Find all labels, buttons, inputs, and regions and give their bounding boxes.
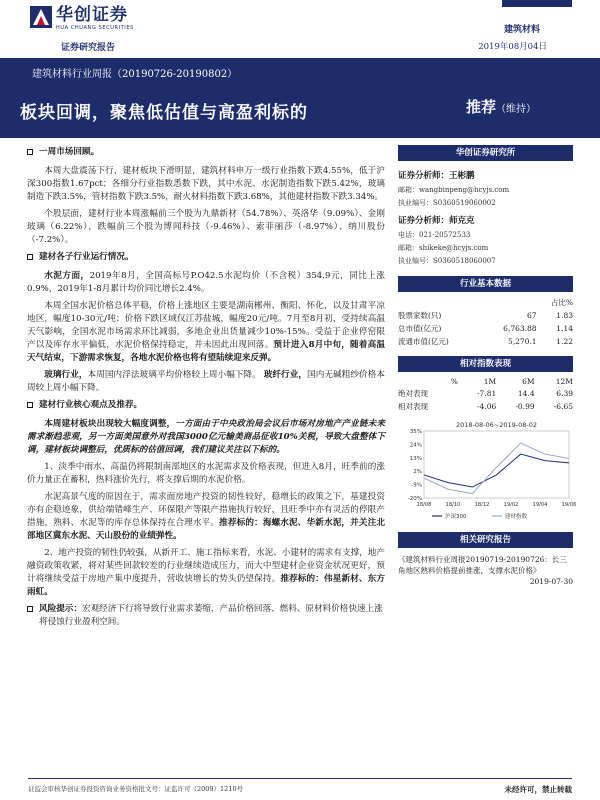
logo-english: HUA CHUANG SECURITIES [56, 25, 134, 31]
cell: -7.81 [477, 389, 497, 398]
series-line [424, 454, 569, 487]
table-row [398, 335, 573, 348]
y-tick-label: -9% [411, 482, 422, 489]
text: 2019年8月，全国高标号P.O42.5水泥均价（不含税）354.9元，同比上涨0.9%，2019年1-8月累计均价同比增长2.4%。 [27, 271, 385, 294]
col-header: 6M [522, 377, 535, 386]
paragraph-cement-detail [27, 300, 385, 365]
footer-copyright: 未经许可，禁止转载 [504, 785, 572, 794]
cell: 6.39 [556, 389, 573, 398]
text: 2、地产投资的韧性仍较强，从新开工、施工指标来看，水泥、小建材的需求有支撑，地产融资政策收紧，将对某些回款较差的行业继续造成压力，而大中型建材企业资金状况更好，预计将继续受益于房地产集中度提升，营收快增长的势头仍望保持。 [27, 548, 385, 584]
col-header: % [450, 377, 458, 386]
lead-fiber: 玻纤行业， [263, 370, 308, 380]
paragraph: 1、淡季中雨水、高温仍将限制南部地区的水泥需求及价格表现，但进入8月，旺季前的涨价力量正在蓄积，热料涨价先行，将支撑后期的水泥价格。 [27, 462, 385, 485]
related-date: 2019-07-30 [529, 577, 573, 586]
row-label: 股票家数(只) [398, 311, 442, 320]
analyst-label: 证券分析师： [398, 216, 450, 226]
row-label: 相对表现 [398, 402, 428, 411]
paragraph: 个股层面，建材行业本周涨幅前三个股为九鼎新材（54.78%）、英洛华（9.09%）、金刚玻璃（6.22%），跌幅前三个股为博闻科技（-9.46%）、索菲丽莎（-8.97%）、纳川股份（-7.2%）。 [27, 209, 385, 245]
basic-data-table [398, 296, 573, 348]
analyst-name: 师克克 [449, 216, 475, 226]
row-value: 6,763.88 [503, 324, 537, 333]
x-tick-label: 19/04 [532, 502, 548, 508]
analyst-label: 证券分析师： [398, 171, 450, 181]
cell: -0.99 [515, 402, 535, 411]
analyst-cert: 执业编号：S0360518060007 [398, 257, 496, 265]
footer-divider [28, 778, 572, 779]
col-header: 1M [483, 377, 497, 386]
row-label: 绝对表现 [398, 389, 428, 398]
recommend-stocks: 海螺水泥、华新水泥，并关注北部地区冀东水泥、天山股份的业绩弹性。 [27, 518, 385, 541]
performance-chart [398, 419, 577, 524]
y-tick-label: 35% [409, 429, 422, 435]
table-header-row [398, 296, 573, 309]
report-type: 证券研究报告 [61, 43, 116, 53]
industry-label: 建筑材料 [503, 25, 540, 35]
table-header-row [398, 376, 573, 387]
row-value: 67 [527, 311, 537, 320]
analyst-block [398, 169, 573, 266]
research-institute-bar: 华创证券研究所 [398, 145, 573, 161]
basic-data-bar: 行业基本数据 [398, 276, 573, 292]
table-row [398, 322, 573, 335]
legend-label: 建材指数 [505, 514, 528, 520]
row-pct: 1.22 [556, 337, 573, 346]
paragraph-glass [27, 369, 385, 395]
related-bar: 相关研究报告 [398, 532, 573, 548]
paragraph-view-property [27, 547, 385, 599]
cell: 14.4 [517, 389, 535, 398]
text-bold: 预计进入8月中旬，随着高温天气结束，下游需求恢复，各地水泥价格也将有望陆续迎来反弹。 [27, 340, 385, 363]
y-tick-label: 2% [413, 469, 422, 476]
row-value: 5,270.1 [507, 337, 537, 346]
analyst-phone: 电话：021-20572533 [398, 231, 471, 239]
footer-license: 证监会审核华创证券投资咨询业务资格批文号：证监许可（2009）1210号 [28, 785, 244, 793]
rating-value: 推荐 [465, 98, 496, 116]
title-band [0, 58, 600, 138]
analyst-cert: 执业编号：S0360519060002 [398, 199, 496, 207]
bullet-square-icon [27, 402, 33, 408]
paragraph-view [27, 418, 385, 457]
recommend-label: 推荐标的： [219, 518, 263, 528]
section-market-review [27, 146, 385, 159]
risk-title: 风险提示： [39, 604, 82, 614]
page-title: 板块回调，聚焦低估值与高盈利标的 [20, 103, 308, 123]
cell: -4.06 [477, 402, 497, 411]
paragraph: 本周大盘震荡下行，建材板块下滑明显，建筑材料申万一级行业指数下跌4.55%，低于沪深300指数1.67pct；各细分行业指数悉数下跌，其中水泥、水泥制造指数下跌5.42%，玻璃制造下跌3.5%，管材指数下跌3.5%，耐火材料指数下跌3.68%，其他建材指数下跌3.34%。 [27, 166, 385, 202]
bullet-square-icon [27, 606, 33, 612]
risk-text: 宏观经济下行将导致行业需求萎缩，产品价格回落、燃料、原材料价格快速上涨将侵蚀行业盈利空间。 [39, 604, 383, 627]
report-date: 2019年08月04日 [478, 42, 547, 52]
lead-cement: 水泥方面， [44, 271, 90, 281]
weekly-subtitle: 建筑材料行业周报（20190726-20190802） [32, 69, 238, 80]
bullet-square-icon [27, 254, 33, 260]
corner-tab [502, 0, 572, 7]
analyst-email: 邮箱：wangbinpeng@hcyjs.com [398, 186, 510, 194]
legend-label: 沪深300 [445, 514, 467, 520]
analyst-name: 王彬鹏 [449, 171, 475, 181]
series-line [424, 443, 569, 494]
x-tick-label: 18/12 [474, 502, 490, 508]
chart-svg [398, 419, 577, 524]
table-row [398, 400, 573, 413]
text-bold-italic: 一方面由于中央政治局会议后市场对房地产产业链未来需求渐趋悲观，另一方面美国意外对我国3000亿元输美商品征收10%关税，导致大盘整体下调，建材板块调整后，优质标的估值回调，我们建议关注以下标的。 [27, 419, 385, 455]
y-tick-label: 13% [409, 455, 422, 462]
text: 本周国内浮法玻璃平均价格较上周小幅下降。 [87, 370, 261, 380]
report-header [0, 0, 600, 58]
table-row [398, 387, 573, 400]
sidebar [398, 145, 577, 587]
related-report [398, 554, 573, 587]
x-tick-label: 18/08 [416, 502, 432, 508]
y-tick-label: 24% [409, 442, 422, 449]
section-title: 建材行业核心观点及推荐。 [39, 400, 143, 410]
section-subindustry [27, 251, 385, 264]
text-bold: 本周建材板块出现较大幅度调整， [44, 419, 176, 429]
col-header: 12M [555, 377, 573, 386]
recommend-stocks: 推荐标的：伟星新材、东方雨虹。 [27, 574, 385, 597]
chart-title: 2018-08-06~2019-08-02 [456, 421, 537, 429]
table-row [398, 309, 573, 322]
related-text: 《建筑材料行业周报20190719-20190726：长三角地区熟料价格提前推涨，支撑水泥价格》 [398, 555, 567, 575]
main-content [27, 146, 385, 635]
x-tick-label: 18/10 [445, 502, 461, 508]
cell: -6.65 [553, 402, 573, 411]
text: 本周全国水泥价格总体平稳，价格上涨地区主要是湖南郴州、衡阳、怀化，以及甘肃平凉地区，幅度10-30元/吨；价格下跌区域仅江苏盐城，幅度20元/吨。7月至8月初，受持续高温天气影响，全国水泥市场需求环比减弱，多地企业出货量减少10%-15%。受益于企业停窑限产以及库存水平偏低，水泥价格保持稳定，并未因此出现回落。 [27, 301, 385, 350]
company-logo [30, 6, 134, 31]
analyst-1 [398, 169, 573, 181]
text: 国内无碱粗纱价格本周较上周小幅下降。 [27, 370, 385, 393]
row-label: 总市值(亿元) [398, 324, 442, 333]
section-risk [27, 603, 385, 629]
analyst-email: 邮箱：shikeke@hcyjs.com [398, 244, 489, 252]
section-title: 建材各子行业运行情况。 [39, 252, 134, 262]
y-tick-label: -20% [407, 496, 422, 502]
paragraph-cement [27, 270, 385, 296]
section-title: 一周市场回顾。 [39, 147, 100, 157]
row-label: 流通市值(亿元) [398, 337, 449, 346]
rating [466, 96, 536, 117]
text: 水泥高景气度的原因在于，需求面房地产投资的韧性较好，稳增长的政策之下，基建投资亦有企稳迹象，供给端错峰生产、环保限产等限产措施执行较好，且旺季中亦有灵活的停限产措施，熟料、水泥等的库存总体保持在合理水平。 [27, 492, 385, 528]
logo-mark-icon [30, 6, 52, 28]
pct-header: 占比% [550, 298, 573, 307]
performance-bar: 相对指数表现 [398, 356, 573, 372]
x-tick-label: 19/02 [503, 502, 519, 508]
analyst-2 [398, 214, 573, 226]
logo-name: 华创证券 [56, 5, 128, 25]
paragraph-view-cement [27, 491, 385, 543]
row-pct: 1.14 [556, 324, 573, 333]
rating-note: （维持） [496, 104, 536, 115]
bullet-square-icon [27, 149, 33, 155]
page-footer [0, 776, 600, 800]
section-core-view [27, 399, 385, 412]
x-tick-label: 19/06 [561, 502, 577, 508]
performance-table [398, 376, 573, 413]
row-pct: 1.83 [556, 311, 573, 320]
lead-glass: 玻璃行业， [44, 370, 88, 380]
